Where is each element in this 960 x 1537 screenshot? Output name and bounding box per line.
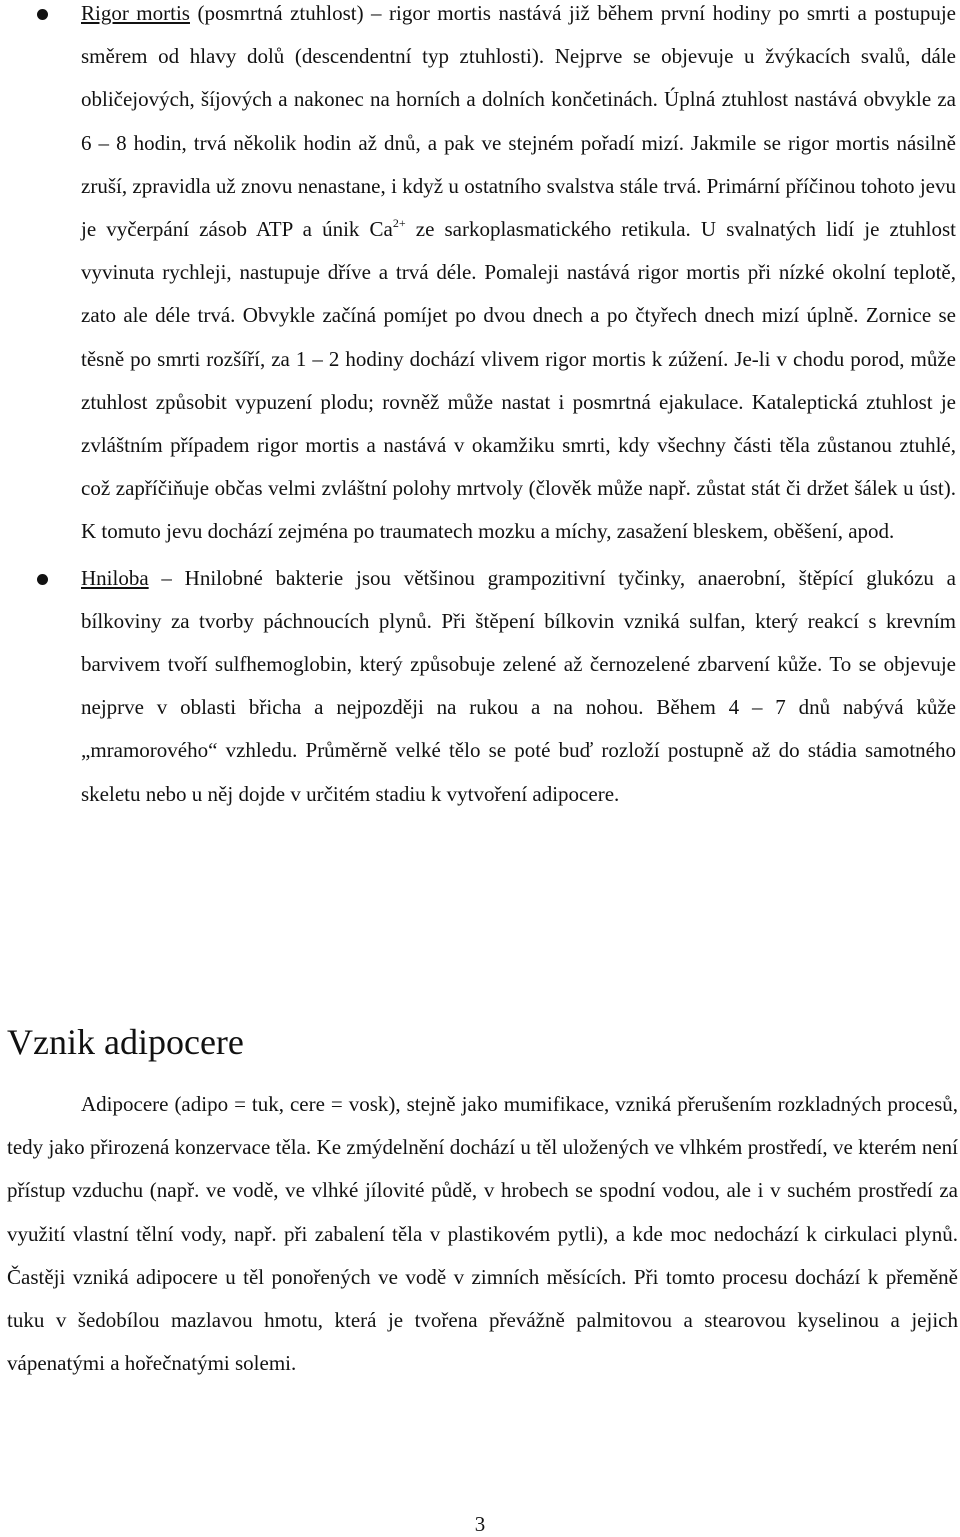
bullet-text-continued: ze sarkoplasmatického retikula. U svalnatých lidí je ztuhlost vyvinuta rychleji, nastupuje dříve a trvá déle. Pomaleji nastává rigor mortis při nízké okolní teplotě, zato ale déle trvá. Obvykle začíná pomíjet po dvou dnech a po čtyřech dnech mizí úplně. Zornice se těsně po smrti rozšíří, za 1 – 2 hodiny dochází vlivem rigor mortis k zúžení. Je-li v chodu porod, může ztuhlost způsobit vypuzení plodu; rovněž může nastat i posmrtná ejakulace. Kataleptická ztuhlost je zvláštním případem rigor mortis a nastává v okamžiku smrti, kdy všechny části těla zůstanou ztuhlé, což zapříčiňuje občas velmi zvláštní polohy mrtvoly (člověk může např. zůstat stát či držet šálek u úst). K tomuto jevu dochází zejména po traumatech mozku a míchy, zasažení bleskem, oběšení, apod. bbox=[81, 217, 957, 544]
bullet-item-rigor-mortis bbox=[0, 0, 960, 554]
bullet-icon bbox=[37, 574, 48, 585]
term-hniloba: Hniloba bbox=[81, 565, 149, 590]
term-rigor-mortis: Rigor mortis bbox=[81, 1, 190, 25]
bullet-item-hniloba bbox=[0, 557, 960, 816]
section-paragraph: Adipocere (adipo = tuk, cere = vosk), stejně jako mumifikace, vzniká přerušením rozkladných procesů, tedy jako přirozená konzervace těla. Ke zmýdelnění dochází u těl uložených ve vlhkém prostředí, ve kterém není přístup vzduchu (např. ve vodě, ve vlhké jílovité půdě, v hrobech se spodní vodou, ale i v suchém prostředí za využití vlastní tělní vody, např. při zabalení těla v plastikovém pytli), a kde moc nedochází k cirkulaci plynů. Častěji vzniká adipocere u těl ponořených ve vodě v zimních měsících. Při tomto procesu dochází k přeměně tuku v šedobílou mazlavou hmotu, která je tvořena převážně palmitovou a stearovou kyselinou a jejich vápenatými a hořečnatými solemi. bbox=[7, 1092, 958, 1376]
section-heading: Vznik adipocere bbox=[7, 1022, 244, 1062]
bullet-text: – Hnilobné bakterie jsou většinou grampozitivní tyčinky, anaerobní, štěpící glukózu a bílkoviny za tvorby páchnoucích plynů. Při štěpení bílkovin vzniká sulfan, který reakcí s krevním barvivem tvoří sulfhemoglobin, který způsobuje zelené až černozelené zbarvení kůže. To se objevuje nejprve v oblasti břicha a nejpozději na rukou a na nohou. Během 4 – 7 dnů nabývá kůže „mramorového“ vzhledu. Průměrně velké tělo se poté buď rozloží postupně až do stádia samotného skeletu nebo u něj dojde v určitém stadiu k vytvoření adipocere. bbox=[81, 565, 956, 806]
bullet-text: (posmrtná ztuhlost) – rigor mortis nastává již během první hodiny po smrti a postupuje směrem od hlavy dolů (descendentní typ ztuhlosti). Nejprve se objevuje u žvýkacích svalů, dále obličejových, šíjových a nakonec na horních a dolních končetinách. Úplná ztuhlost nastává obvykle za 6 – 8 hodin, trvá několik hodin až dnů, a pak ve stejném pořadí mizí. Jakmile se rigor mortis násilně zruší, zpravidla už znovu nenastane, i když u ostatního svalstva stále trvá. Primární příčinou tohoto jevu je vyčerpání zásob ATP a únik Ca bbox=[81, 1, 956, 242]
superscript: 2+ bbox=[392, 216, 406, 231]
page-number: 3 bbox=[474, 1512, 486, 1536]
bullet-icon bbox=[37, 9, 48, 20]
